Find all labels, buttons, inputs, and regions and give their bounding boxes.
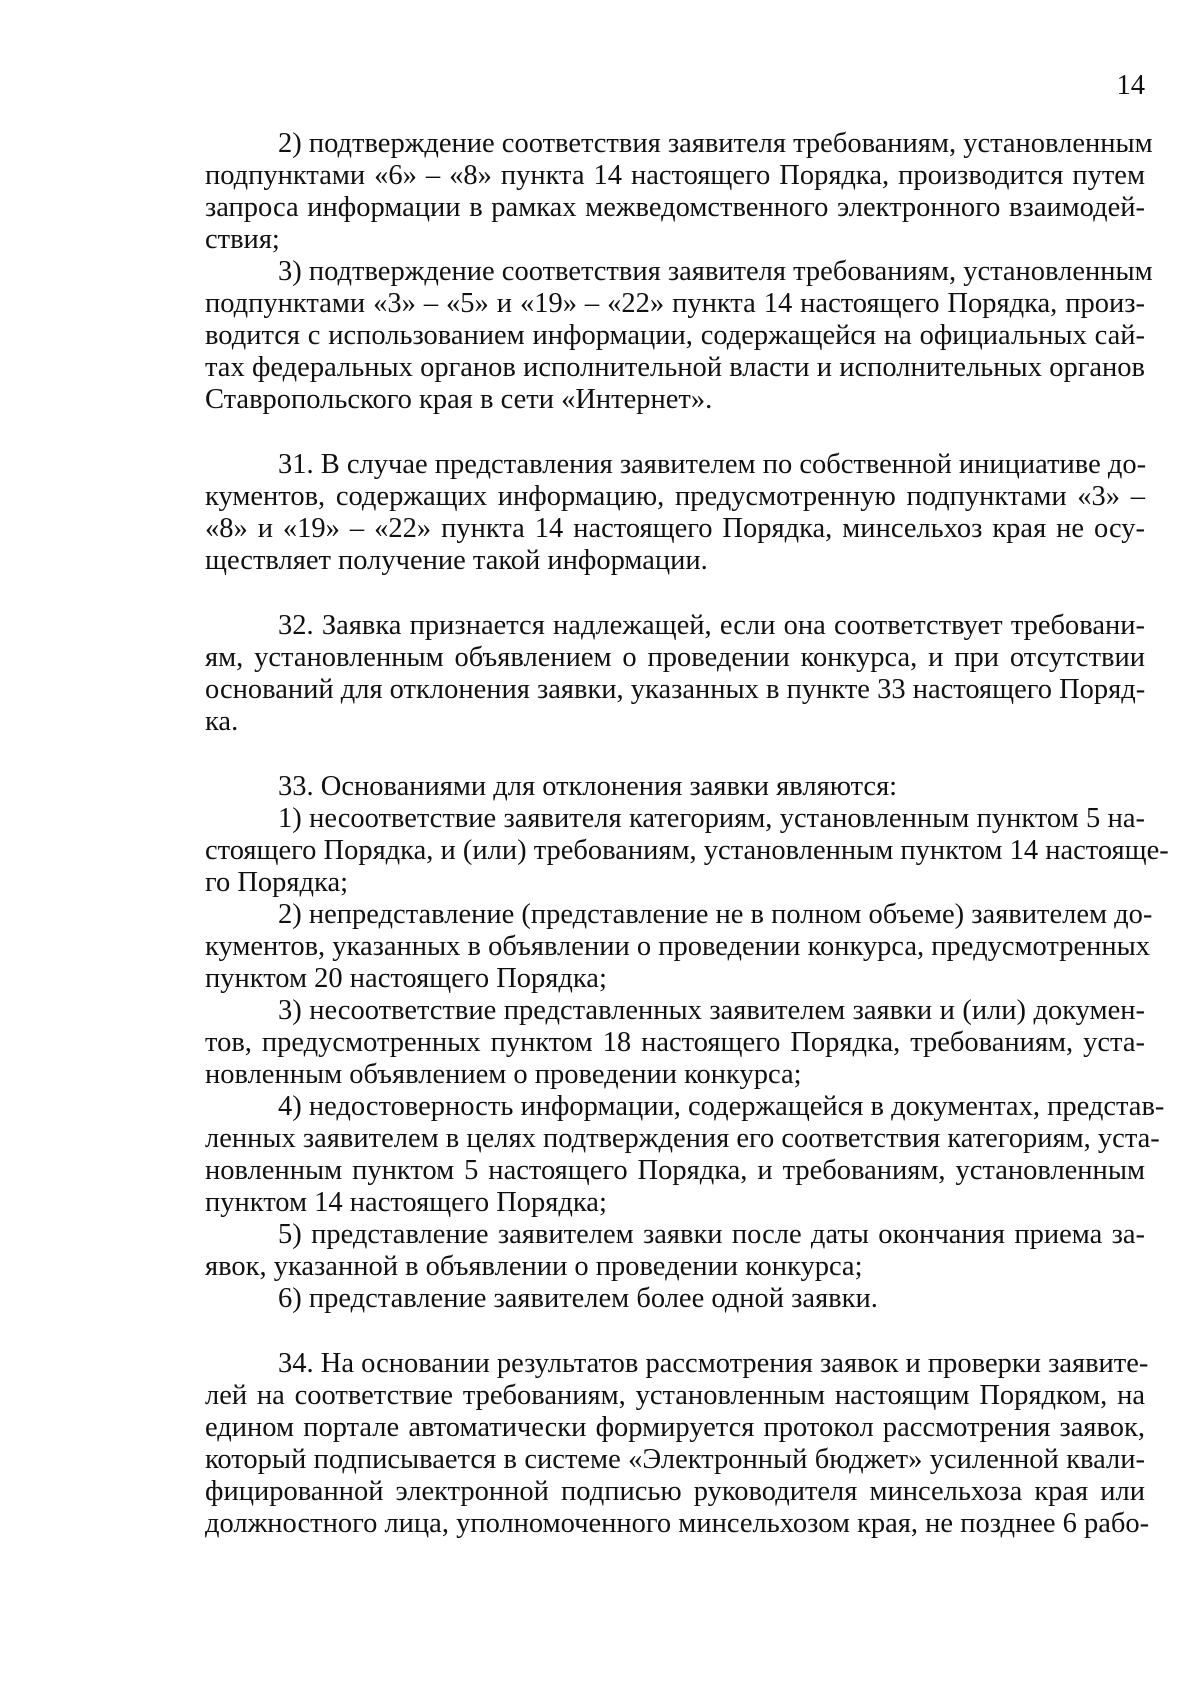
text-line: 2) непредставление (представление не в полном объеме) заявителем до- xyxy=(278,899,1153,930)
text-line: 4) недостоверность информации, содержащейся в документах, представ- xyxy=(278,1091,1165,1122)
text-line: 5) представление заявителем заявки после даты окончания приема за- xyxy=(278,1219,1145,1250)
text-line: 2) подтверждение соответствия заявителя требованиям, установленным xyxy=(278,128,1153,159)
text-line: водится с использованием информации, содержащейся на официальных сай- xyxy=(205,320,1145,351)
text-line: стоящего Порядка, и (или) требованиям, установленным пунктом 14 настояще- xyxy=(205,835,1169,866)
text-line: пунктом 14 настоящего Порядка; xyxy=(205,1187,607,1218)
page-number: 14 xyxy=(1116,70,1145,101)
text-line: пунктом 20 настоящего Порядка; xyxy=(205,963,607,994)
text-line: 3) подтверждение соответствия заявителя требованиям, установленным xyxy=(278,256,1153,287)
text-line: новленным пунктом 5 настоящего Порядка, и требованиям, установленным xyxy=(205,1155,1145,1186)
text-line: тах федеральных органов исполнительной власти и исполнительных органов xyxy=(205,352,1145,383)
text-line: 1) несоответствие заявителя категориям, установленным пунктом 5 на- xyxy=(278,803,1145,834)
text-line: 32. Заявка признается надлежащей, если она соответствует требовани- xyxy=(278,610,1145,641)
text-line: новленным объявлением о проведении конкурса; xyxy=(205,1059,802,1090)
text-line: запроса информации в рамках межведомственного электронного взаимодей- xyxy=(205,192,1145,223)
text-line: 33. Основаниями для отклонения заявки являются: xyxy=(278,771,898,802)
text-line: явок, указанной в объявлении о проведении конкурса; xyxy=(205,1251,863,1282)
text-line: фицированной электронной подписью руководителя минсельхоза края или xyxy=(205,1476,1145,1507)
text-line: кументов, указанных в объявлении о проведении конкурса, предусмотренных xyxy=(205,931,1150,962)
text-line: 6) представление заявителем более одной заявки. xyxy=(278,1283,878,1314)
text-line: ка. xyxy=(205,706,239,737)
text-line: Ставропольского края в сети «Интернет». xyxy=(205,384,713,415)
text-line: го Порядка; xyxy=(205,867,349,898)
text-line: едином портале автоматически формируется протокол рассмотрения заявок, xyxy=(205,1412,1145,1443)
text-line: ленных заявителем в целях подтверждения его соответствия категориям, уста- xyxy=(205,1123,1160,1154)
text-line: подпунктами «6» – «8» пункта 14 настоящего Порядка, производится путем xyxy=(205,160,1145,191)
text-line: 34. На основании результатов рассмотрения заявок и проверки заявите- xyxy=(278,1348,1149,1379)
text-line: который подписывается в системе «Электронный бюджет» усиленной квали- xyxy=(205,1444,1145,1475)
text-line: кументов, содержащих информацию, предусмотренную подпунктами «3» – xyxy=(205,481,1145,512)
text-line: ществляет получение такой информации. xyxy=(205,545,708,576)
text-line: 3) несоответствие представленных заявителем заявки и (или) докумен- xyxy=(278,995,1145,1026)
text-line: должностного лица, уполномоченного минсельхозом края, не позднее 6 рабо- xyxy=(205,1508,1150,1539)
text-line: ствия; xyxy=(205,224,280,255)
text-line: подпунктами «3» – «5» и «19» – «22» пункта 14 настоящего Порядка, произ- xyxy=(205,288,1145,319)
text-line: тов, предусмотренных пунктом 18 настоящего Порядка, требованиям, уста- xyxy=(205,1027,1145,1058)
text-line: ям, установленным объявлением о проведении конкурса, и при отсутствии xyxy=(205,642,1145,673)
text-line: лей на соответствие требованиям, установленным настоящим Порядком, на xyxy=(205,1380,1145,1411)
text-line: 31. В случае представления заявителем по собственной инициативе до- xyxy=(278,449,1147,480)
text-line: оснований для отклонения заявки, указанных в пункте 33 настоящего Поряд- xyxy=(205,674,1146,705)
text-line: «8» и «19» – «22» пункта 14 настоящего Порядка, минсельхоз края не осу- xyxy=(205,513,1145,544)
